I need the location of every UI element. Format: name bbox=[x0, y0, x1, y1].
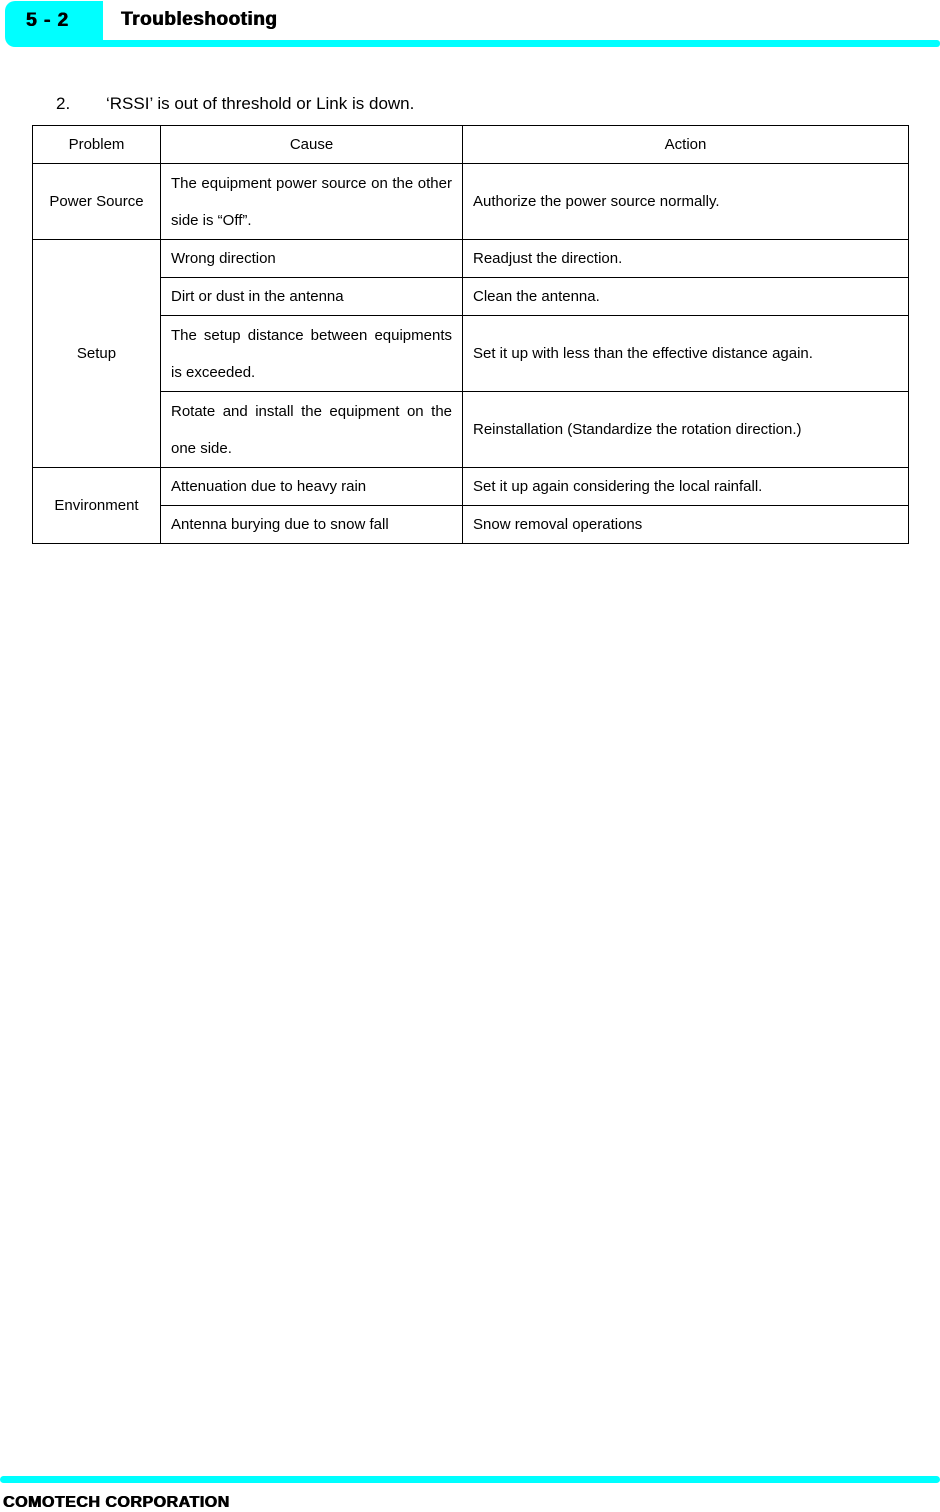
action-cell: Set it up again considering the local rainfall. bbox=[463, 468, 909, 506]
header-action: Action bbox=[463, 126, 909, 164]
table-row bbox=[33, 240, 909, 278]
company-name: COMOTECH CORPORATION bbox=[3, 1494, 230, 1511]
problem-cell: Setup bbox=[33, 240, 161, 468]
subsection-number: 2. bbox=[56, 94, 71, 113]
section-number: 5 - 2 bbox=[26, 10, 70, 31]
troubleshooting-table bbox=[32, 125, 909, 544]
cause-cell: Dirt or dust in the antenna bbox=[161, 278, 463, 316]
cause-cell: Attenuation due to heavy rain bbox=[161, 468, 463, 506]
action-cell: Reinstallation (Standardize the rotation direction.) bbox=[463, 392, 909, 468]
action-cell: Set it up with less than the effective distance again. bbox=[463, 316, 909, 392]
action-cell: Readjust the direction. bbox=[463, 240, 909, 278]
header-problem: Problem bbox=[33, 126, 161, 164]
cause-cell: Rotate and install the equipment on the one side. bbox=[161, 392, 463, 468]
table-row bbox=[33, 506, 909, 544]
action-cell: Snow removal operations bbox=[463, 506, 909, 544]
table-row bbox=[33, 164, 909, 240]
subsection-text: ‘RSSI’ is out of threshold or Link is down. bbox=[106, 94, 415, 113]
problem-cell: Environment bbox=[33, 468, 161, 544]
table-header-row bbox=[33, 126, 909, 164]
table-row bbox=[33, 278, 909, 316]
subsection-heading bbox=[56, 94, 414, 114]
table-row bbox=[33, 316, 909, 392]
cause-cell: Antenna burying due to snow fall bbox=[161, 506, 463, 544]
page-title: Troubleshooting bbox=[121, 9, 278, 30]
cause-cell: The setup distance between equipments is exceeded. bbox=[161, 316, 463, 392]
table-row bbox=[33, 392, 909, 468]
cause-cell: Wrong direction bbox=[161, 240, 463, 278]
table-row bbox=[33, 468, 909, 506]
problem-cell: Power Source bbox=[33, 164, 161, 240]
action-cell: Clean the antenna. bbox=[463, 278, 909, 316]
footer-rule bbox=[0, 1476, 940, 1483]
action-cell: Authorize the power source normally. bbox=[463, 164, 909, 240]
header-cause: Cause bbox=[161, 126, 463, 164]
cause-cell: The equipment power source on the other side is “Off”. bbox=[161, 164, 463, 240]
header-rule bbox=[102, 40, 940, 47]
